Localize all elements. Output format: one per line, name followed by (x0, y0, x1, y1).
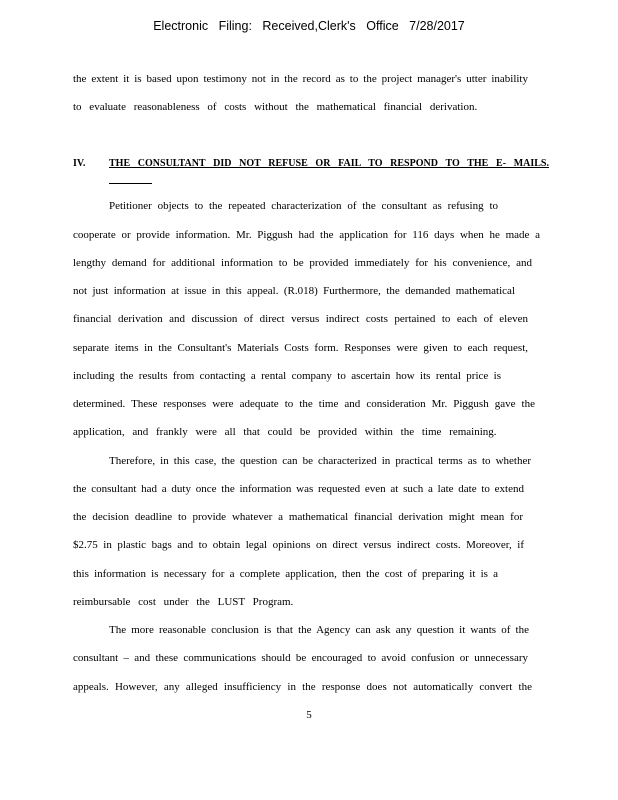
paragraph-line: including the results from contacting a rental company to ascertain how its rental price is (73, 370, 501, 382)
paragraph-line: cooperate or provide information. Mr. Piggush had the application for 116 days when he made a (73, 229, 540, 241)
paragraph-line: separate items in the Consultant's Materials Costs form. Responses were given to each request, (73, 342, 528, 354)
paragraph-line: this information is necessary for a complete application, then the cost of preparing it is a (73, 568, 498, 580)
paragraph-line: financial derivation and discussion of direct versus indirect costs pertained to each of eleven (73, 313, 528, 325)
intro-line: the extent it is based upon testimony not in the record as to the project manager's utter inability (73, 73, 528, 85)
section-number: IV. (73, 158, 86, 169)
page-number: 5 (306, 709, 312, 721)
paragraph-line: reimbursable cost under the LUST Program. (73, 596, 294, 608)
paragraph-line: consultant – and these communications should be encouraged to avoid confusion or unnecessary (73, 652, 528, 664)
paragraph-line: the decision deadline to provide whatever a mathematical financial derivation might mean for (73, 511, 523, 523)
paragraph-line: application, and frankly were all that could be provided within the time remaining. (73, 426, 497, 438)
filing-header: Electronic Filing: Received,Clerk's Office 7/28/2017 (153, 19, 465, 33)
paragraph-line: Petitioner objects to the repeated characterization of the consultant as refusing to (109, 200, 498, 212)
section-title: THE CONSULTANT DID NOT REFUSE OR FAIL TO RESPOND TO THE E- MAILS. (109, 158, 549, 169)
paragraph-line: $2.75 in plastic bags and to obtain legal opinions on direct versus indirect costs. Moreover, if (73, 539, 524, 551)
paragraph-line: appeals. However, any alleged insufficiency in the response does not automatically convert the (73, 681, 532, 693)
intro-line: to evaluate reasonableness of costs without the mathematical financial derivation. (73, 101, 478, 113)
paragraph-line: the consultant had a duty once the information was requested even at such a late date to extend (73, 483, 524, 495)
paragraph-line: determined. These responses were adequate to the time and consideration Mr. Piggush gave the (73, 398, 535, 410)
paragraph-line: Therefore, in this case, the question can be characterized in practical terms as to whether (109, 455, 531, 467)
heading-underline (109, 183, 152, 184)
paragraph-line: lengthy demand for additional information to be provided immediately for his convenience, and (73, 257, 532, 269)
paragraph-line: The more reasonable conclusion is that the Agency can ask any question it wants of the (109, 624, 529, 636)
paragraph-line: not just information at issue in this appeal. (R.018) Furthermore, the demanded mathematical (73, 285, 515, 297)
